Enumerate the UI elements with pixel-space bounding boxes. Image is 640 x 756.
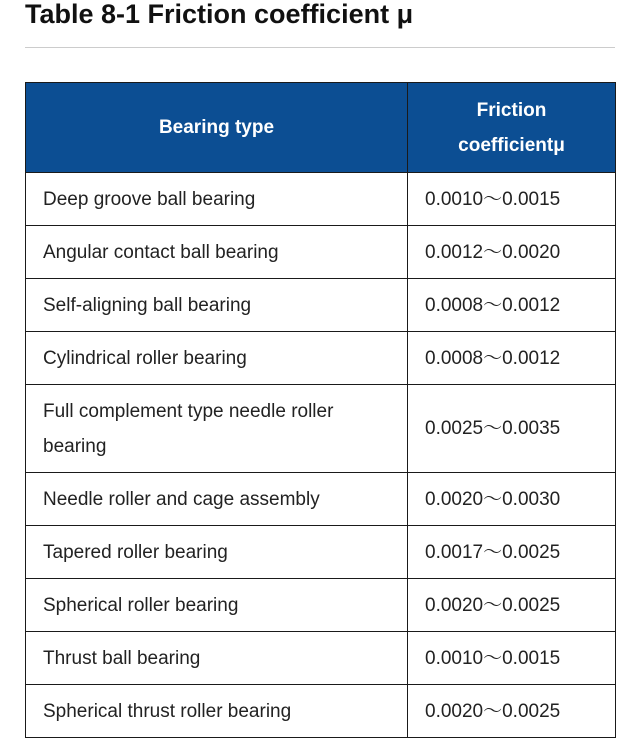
bearing-type-cell: Self-aligning ball bearing (26, 279, 408, 332)
table-row (26, 385, 616, 473)
table-row (26, 579, 616, 632)
friction-value-cell: 0.0010～0.0015 (408, 173, 616, 226)
friction-value-cell: 0.0012～0.0020 (408, 226, 616, 279)
title-divider (25, 47, 615, 48)
table-row (26, 332, 616, 385)
table-row (26, 226, 616, 279)
bearing-type-cell: Spherical thrust roller bearing (26, 685, 408, 738)
bearing-type-cell: Full complement type needle roller bearing (26, 385, 408, 473)
bearing-type-cell: Needle roller and cage assembly (26, 473, 408, 526)
friction-value-cell: 0.0008～0.0012 (408, 332, 616, 385)
friction-value-cell: 0.0017～0.0025 (408, 526, 616, 579)
friction-value-cell: 0.0020～0.0025 (408, 685, 616, 738)
friction-value-cell: 0.0020～0.0025 (408, 579, 616, 632)
bearing-type-cell: Spherical roller bearing (26, 579, 408, 632)
table-row (26, 473, 616, 526)
bearing-type-cell: Thrust ball bearing (26, 632, 408, 685)
table-header-row (26, 83, 616, 173)
header-friction-coefficient (408, 83, 616, 173)
bearing-type-cell: Angular contact ball bearing (26, 226, 408, 279)
friction-value-cell: 0.0025～0.0035 (408, 385, 616, 473)
friction-value-cell: 0.0008～0.0012 (408, 279, 616, 332)
header-friction-line2: coefficientμ (458, 134, 565, 156)
friction-value-cell: 0.0010～0.0015 (408, 632, 616, 685)
table-row (26, 173, 616, 226)
friction-value-cell: 0.0020～0.0030 (408, 473, 616, 526)
bearing-type-cell: Deep groove ball bearing (26, 173, 408, 226)
table-row (26, 526, 616, 579)
friction-coefficient-table (25, 82, 616, 738)
table-row (26, 632, 616, 685)
header-bearing-type: Bearing type (26, 83, 408, 173)
bearing-type-cell: Cylindrical roller bearing (26, 332, 408, 385)
bearing-type-cell: Tapered roller bearing (26, 526, 408, 579)
table-row (26, 685, 616, 738)
header-friction-line1: Friction (476, 99, 547, 121)
page-title: Table 8-1 Friction coefficient μ (25, 0, 414, 29)
table-row (26, 279, 616, 332)
